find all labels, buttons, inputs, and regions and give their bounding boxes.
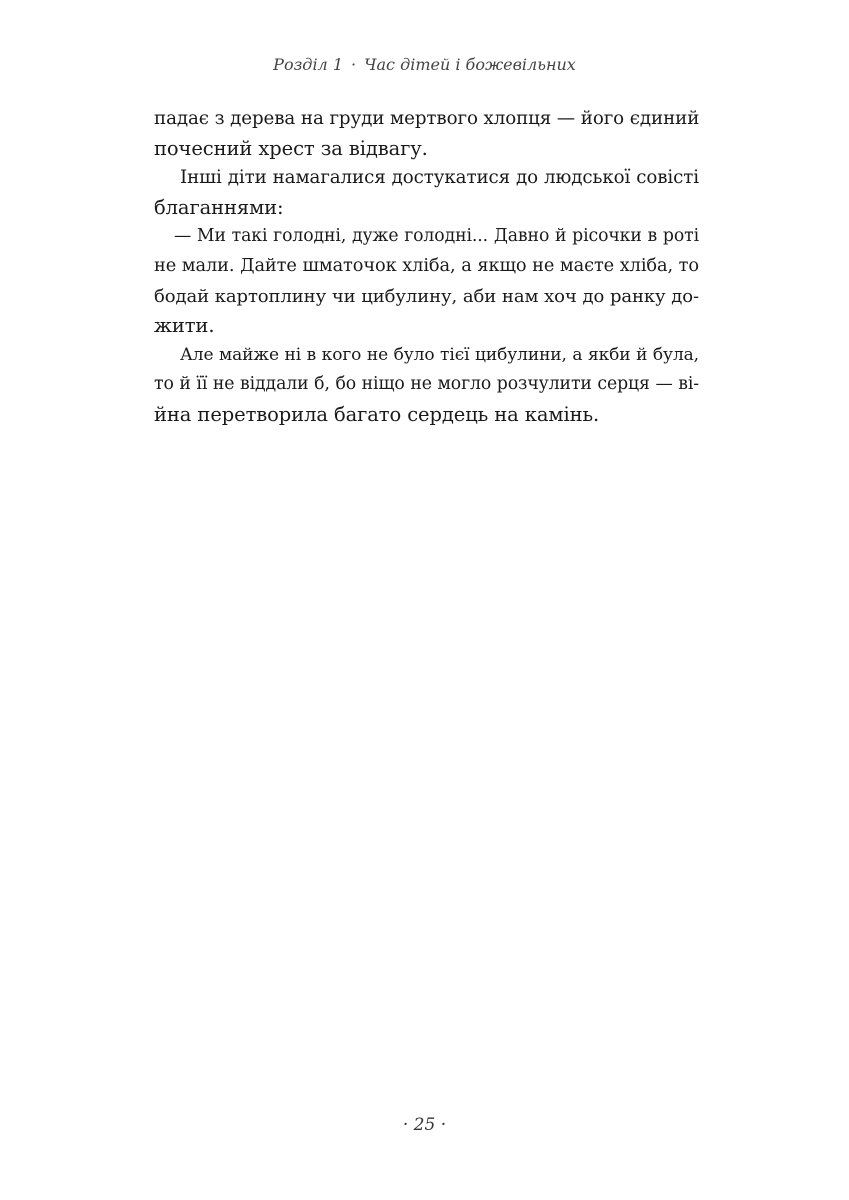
text-line: Інші діти намагалися достукатися до людської совісті — [180, 167, 699, 189]
header-separator: · — [351, 55, 357, 74]
page-number: · 25 · — [402, 1115, 447, 1135]
text-line: — Ми такі голодні, дуже голодні... Давно й рісочки в роті — [174, 226, 699, 247]
chapter-label: Розділ 1 — [273, 55, 344, 74]
text-line: благаннями: — [154, 195, 284, 219]
text-line: йна перетворила багато сердець на камінь. — [154, 402, 600, 426]
text-line: бодай картоплину чи цибулину, аби нам хоч до ранку до- — [154, 285, 699, 307]
running-header — [0, 53, 849, 77]
text-line: жити. — [154, 314, 215, 338]
chapter-title: Час дітей і божевільних — [364, 55, 576, 74]
text-line: Але майже ні в кого не було тієї цибулини, а якби й була, — [180, 344, 699, 365]
body-text — [154, 104, 699, 430]
text-line: почесний хрест за відвагу. — [154, 136, 428, 160]
text-line: падає з дерева на груди мертвого хлопця — його єдиний — [154, 108, 700, 129]
text-line: не мали. Дайте шматочок хліба, а якщо не маєте хліба, то — [154, 255, 699, 276]
text-line: то й її не віддали б, бо ніщо не могло розчулити серця — ві- — [154, 374, 699, 395]
